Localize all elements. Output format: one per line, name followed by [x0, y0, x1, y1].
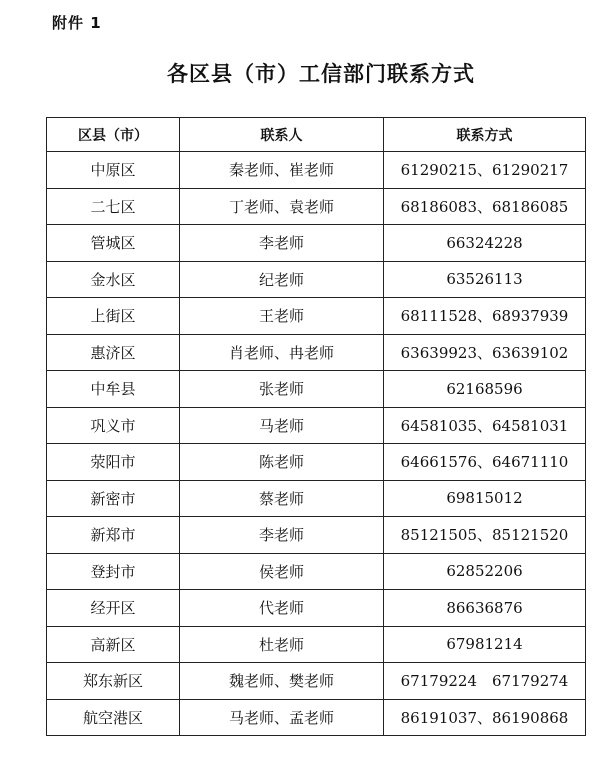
- contact-person-cell: 蔡老师: [180, 480, 384, 517]
- district-cell: 中原区: [47, 152, 180, 189]
- table-row: [47, 626, 586, 663]
- phone-cell: 66324228: [384, 225, 586, 262]
- contact-person-cell: 秦老师、崔老师: [180, 152, 384, 189]
- table-row: [47, 553, 586, 590]
- contact-person-cell: 肖老师、冉老师: [180, 334, 384, 371]
- contact-person-cell: 代老师: [180, 590, 384, 627]
- contact-person-cell: 王老师: [180, 298, 384, 335]
- district-cell: 管城区: [47, 225, 180, 262]
- contact-person-cell: 纪老师: [180, 261, 384, 298]
- contact-person-cell: 丁老师、袁老师: [180, 188, 384, 225]
- table-row: [47, 699, 586, 736]
- table-row: [47, 152, 586, 189]
- table-row: [47, 188, 586, 225]
- contact-person-cell: 张老师: [180, 371, 384, 408]
- district-cell: 惠济区: [47, 334, 180, 371]
- district-cell: 高新区: [47, 626, 180, 663]
- table-row: [47, 407, 586, 444]
- phone-cell: 64581035、64581031: [384, 407, 586, 444]
- phone-cell: 86636876: [384, 590, 586, 627]
- table-row: [47, 444, 586, 481]
- contact-person-cell: 李老师: [180, 225, 384, 262]
- phone-cell: 67981214: [384, 626, 586, 663]
- contact-person-cell: 李老师: [180, 517, 384, 554]
- header-contact-person: 联系人: [180, 118, 384, 152]
- table-header-row: [47, 118, 586, 152]
- phone-cell: 63639923、63639102: [384, 334, 586, 371]
- table-row: [47, 517, 586, 554]
- phone-cell: 63526113: [384, 261, 586, 298]
- contact-person-cell: 侯老师: [180, 553, 384, 590]
- district-cell: 新密市: [47, 480, 180, 517]
- header-district: 区县（市）: [47, 118, 180, 152]
- header-contact-number: 联系方式: [384, 118, 586, 152]
- phone-cell: 62852206: [384, 553, 586, 590]
- district-cell: 航空港区: [47, 699, 180, 736]
- phone-cell: 69815012: [384, 480, 586, 517]
- phone-cell: 64661576、64671110: [384, 444, 586, 481]
- table-row: [47, 261, 586, 298]
- contacts-table: [46, 117, 586, 736]
- phone-cell: 62168596: [384, 371, 586, 408]
- district-cell: 上街区: [47, 298, 180, 335]
- document-title: 各区县（市）工信部门联系方式: [167, 61, 475, 86]
- contact-person-cell: 马老师、孟老师: [180, 699, 384, 736]
- district-cell: 新郑市: [47, 517, 180, 554]
- district-cell: 荥阳市: [47, 444, 180, 481]
- phone-cell: 85121505、85121520: [384, 517, 586, 554]
- phone-cell: 86191037、86190868: [384, 699, 586, 736]
- district-cell: 巩义市: [47, 407, 180, 444]
- contact-person-cell: 陈老师: [180, 444, 384, 481]
- district-cell: 郑东新区: [47, 663, 180, 700]
- table-row: [47, 225, 586, 262]
- district-cell: 金水区: [47, 261, 180, 298]
- phone-cell: 61290215、61290217: [384, 152, 586, 189]
- contact-person-cell: 杜老师: [180, 626, 384, 663]
- phone-cell: 67179224 67179274: [384, 663, 586, 700]
- attachment-label: 附件 1: [52, 14, 102, 32]
- phone-cell: 68186083、68186085: [384, 188, 586, 225]
- district-cell: 登封市: [47, 553, 180, 590]
- district-cell: 二七区: [47, 188, 180, 225]
- table-row: [47, 298, 586, 335]
- table-row: [47, 334, 586, 371]
- district-cell: 中牟县: [47, 371, 180, 408]
- table-row: [47, 663, 586, 700]
- contact-person-cell: 魏老师、樊老师: [180, 663, 384, 700]
- phone-cell: 68111528、68937939: [384, 298, 586, 335]
- contact-person-cell: 马老师: [180, 407, 384, 444]
- table-row: [47, 371, 586, 408]
- table-row: [47, 480, 586, 517]
- table-row: [47, 590, 586, 627]
- district-cell: 经开区: [47, 590, 180, 627]
